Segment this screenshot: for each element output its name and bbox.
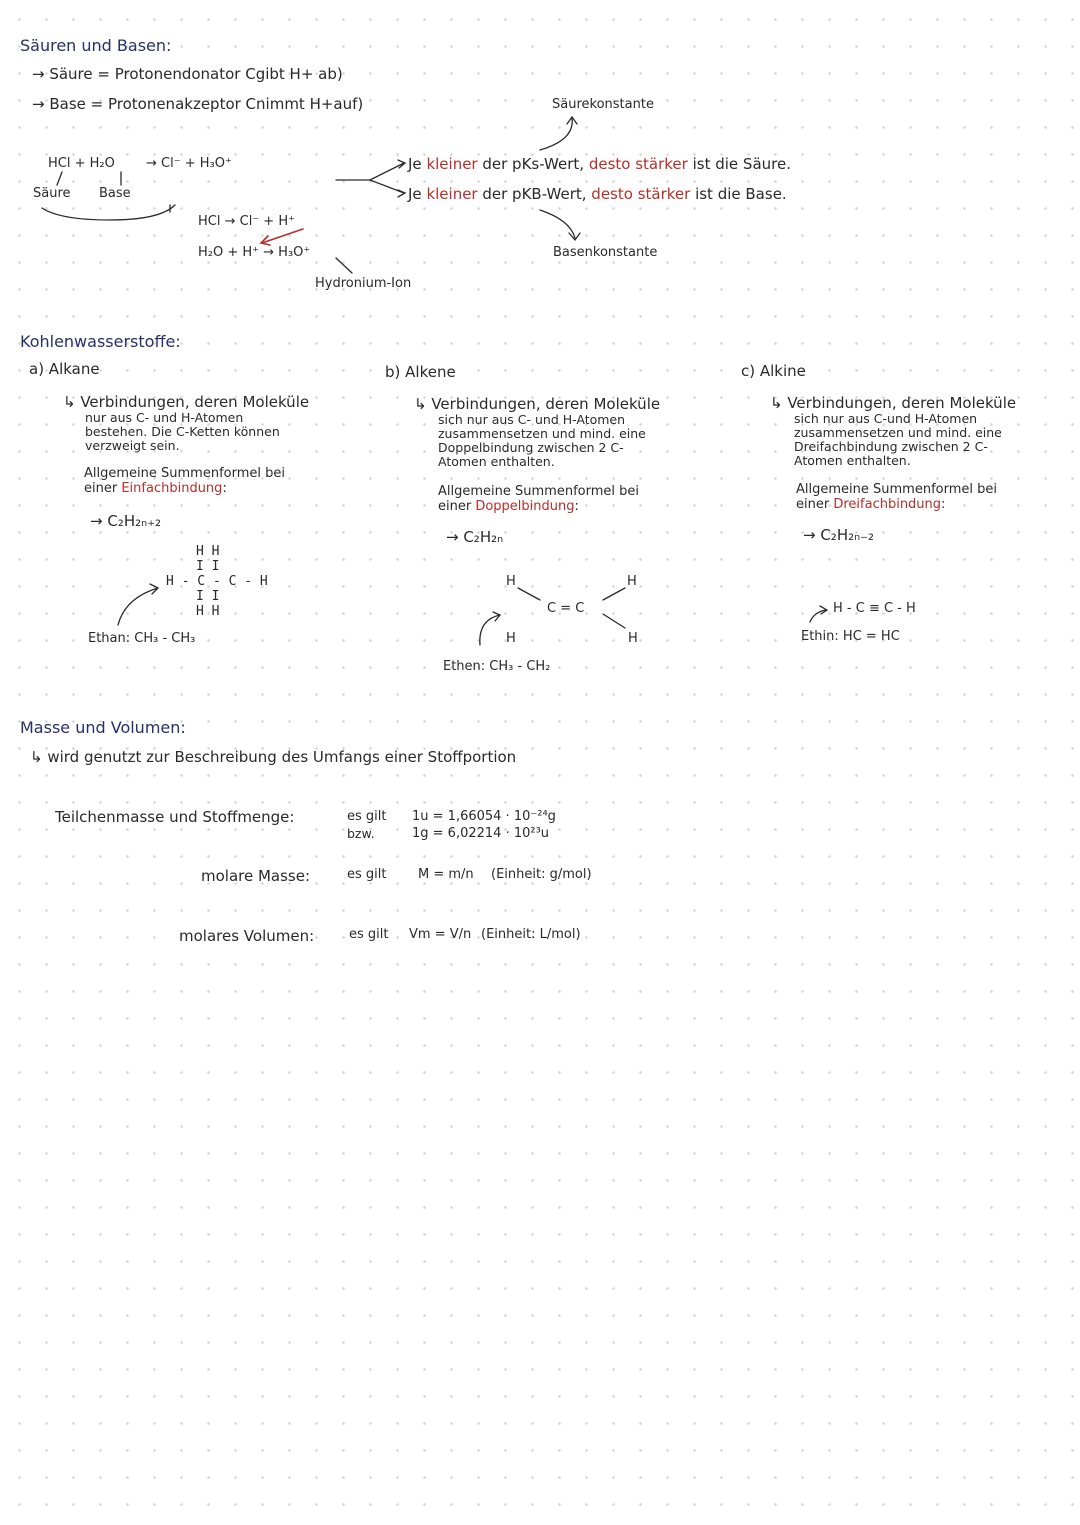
alkane-formula: → C₂H₂ₙ₊₂ (90, 512, 162, 530)
alkene-heading: b) Alkene (385, 363, 456, 381)
molar-mass-label: molare Masse: (201, 867, 311, 885)
alkane-description: ↳ Verbindungen, deren Moleküle nur aus C- und H-Atomen bestehen. Die C-Ketten können verzweigt sein. (63, 393, 310, 453)
alkene-formula: → C₂H₂ₙ (446, 528, 504, 546)
equation-left: HCl + H₂O (48, 156, 115, 171)
ethane-bars-2: I I (196, 589, 220, 604)
alkine-heading: c) Alkine (741, 362, 806, 380)
ethene-h-top-left: H (506, 574, 516, 589)
mass-description: ↳ wird genutzt zur Beschreibung des Umfangs einer Stoffportion (30, 748, 517, 766)
acid-definition: → Säure = Protonendonator Cgibt H+ ab) (32, 65, 343, 83)
alkine-bond-type: Dreifachbindung (833, 497, 942, 512)
ethene-h-bottom-left: H (506, 631, 516, 646)
alkane-formula-intro: Allgemeine Summenformel bei einer Einfachbindung: (84, 466, 285, 496)
ethyne-structure: H - C ≡ C - H (833, 601, 916, 616)
molar-volume-unit: (Einheit: L/mol) (481, 927, 581, 942)
ethene-cc: C = C (547, 601, 585, 616)
alkene-bond-type: Doppelbindung (475, 499, 575, 514)
alkine-formula: → C₂H₂ₙ₋₂ (803, 526, 875, 544)
base-constant-label: Basenkonstante (553, 245, 658, 260)
molar-volume-es-gilt: es gilt (349, 927, 389, 942)
particle-mass-es-gilt: es gilt (347, 809, 387, 824)
ethene-bond-br (603, 614, 625, 628)
ethane-row-2: H - C - C - H (166, 574, 268, 589)
ethyne-name: Ethin: HC = HC (801, 629, 900, 644)
acids-title: Säuren und Basen: (20, 36, 172, 55)
particle-mass-equation-2: 1g = 6,02214 · 10²³u (412, 826, 550, 841)
ethene-h-bottom-right: H (628, 631, 638, 646)
molar-volume-label: molares Volumen: (179, 927, 315, 945)
alkine-description: ↳ Verbindungen, deren Moleküle sich nur aus C-und H-Atomen zusammensetzen und mind. eine Dreifachbindung zwischen 2 C- Atomen enthalten. (770, 394, 1017, 468)
pks-statement: Je kleiner der pKs-Wert, desto stärker ist die Säure. (408, 155, 791, 173)
alkane-bond-type: Einfachbindung (121, 481, 223, 496)
ethane-row-1: H H (196, 544, 220, 559)
hydronium-label: Hydronium-Ion (315, 276, 412, 291)
molar-mass-equation: M = m/n (418, 867, 474, 882)
ethane-bars-1: I I (196, 559, 220, 574)
ethene-name: Ethen: CH₃ - CH₂ (443, 659, 551, 674)
sub-equation-1: HCl → Cl⁻ + H⁺ (198, 214, 295, 229)
acid-constant-label: Säurekonstante (552, 97, 654, 112)
molar-volume-equation: Vm = V/n (409, 927, 472, 942)
ethene-bond-tl (518, 588, 540, 600)
equation-right: → Cl⁻ + H₃O⁺ (146, 156, 232, 171)
hydrocarbons-title: Kohlenwasserstoffe: (20, 332, 181, 351)
ethane-row-3: H H (196, 604, 220, 619)
alkine-formula-intro: Allgemeine Summenformel bei einer Dreifachbindung: (796, 482, 997, 512)
label-base: Base (99, 186, 131, 201)
particle-mass-label: Teilchenmasse und Stoffmenge: (55, 808, 295, 826)
ethene-h-top-right: H (627, 574, 637, 589)
molar-mass-es-gilt: es gilt (347, 867, 387, 882)
particle-mass-bzw: bzw. (347, 826, 375, 841)
alkane-heading: a) Alkane (29, 360, 100, 378)
label-acid: Säure (33, 186, 71, 201)
base-definition: → Base = Protonenakzeptor Cnimmt H+auf) (32, 95, 364, 113)
ethane-name: Ethan: CH₃ - CH₃ (88, 631, 196, 646)
pkb-statement: Je kleiner der pKB-Wert, desto stärker ist die Base. (408, 185, 787, 203)
molar-mass-unit: (Einheit: g/mol) (491, 867, 592, 882)
particle-mass-equation-1: 1u = 1,66054 · 10⁻²⁴g (412, 809, 556, 824)
sub-equation-2: H₂O + H⁺ → H₃O⁺ (198, 245, 311, 260)
alkene-description: ↳ Verbindungen, deren Moleküle sich nur aus C- und H-Atomen zusammensetzen und mind. eine Doppelbindung zwischen 2 C- Atomen enthalten. (414, 395, 661, 469)
alkene-formula-intro: Allgemeine Summenformel bei einer Doppelbindung: (438, 484, 639, 514)
mass-title: Masse und Volumen: (20, 718, 186, 737)
ethene-bond-tr (603, 588, 625, 600)
